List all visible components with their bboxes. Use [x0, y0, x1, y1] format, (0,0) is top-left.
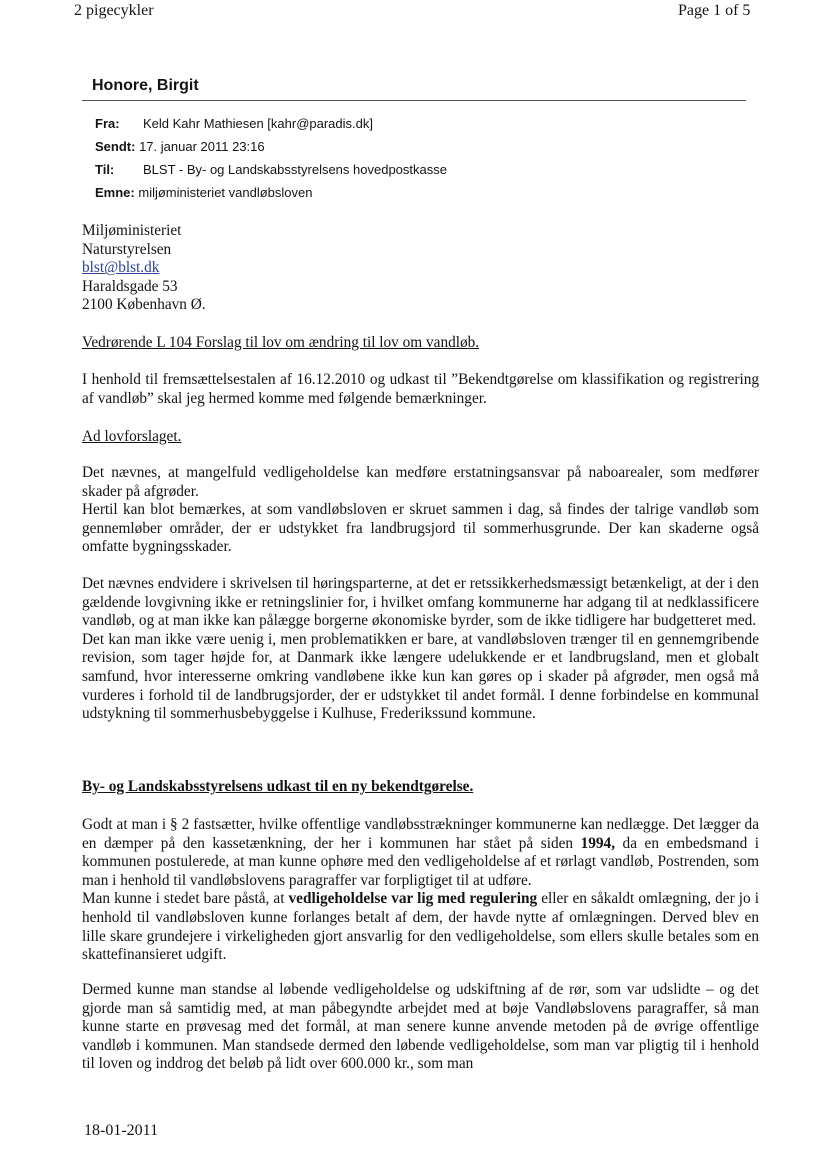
subject-row: [95, 185, 312, 200]
address-line-street: Haraldsgade 53: [82, 277, 178, 295]
paragraph-3: Det nævnes endvidere i skrivelsen til høringsparterne, at det er retssikkerhedsmæssigt betænkeligt, at der i den gældende lovgivning ikke er retningslinier for, i hvilket omfang kommunerne har adgang til at nedklassificere vandløb, og at man ikke kan pålægge borgerne økonomiske byrder, som de ikke tidligere har budgetteret med.: [82, 575, 759, 630]
paragraph-erstatningsansvar: [82, 464, 759, 557]
subject-value: miljøministeriet vandløbsloven: [138, 185, 313, 200]
paragraph-4: Det kan man ikke være uenig i, men problematikken er bare, at vandløbsloven trænger til en gennemgribende revision, som tager højde for, at Danmark ikke længere udelukkende er et landbrugsland, men et globalt samfund, hvor interesserne omkring vandløbene ikke kun kan gøres op i skader på afgrøder, men også må vurderes i forhold til de landbrugsjorder, der er udstykket til andet formål. I denne forbindelse en kommunal udstykning til sommerhusbebyggelse i Kulhuse, Frederikssund kommune.: [82, 630, 759, 723]
emphasis-vedligeholdelse: vedligeholdelse var lig med regulering: [288, 890, 538, 908]
recipient-address: [82, 222, 759, 315]
from-row: [95, 116, 373, 131]
paragraph-2: Hertil kan blot bemærkes, at som vandløbsloven er skruet sammen i dag, så findes der talrige vandløb som gennemløber områder, der er udstykket fra landbrugsjord til sommerhusgrunde. Der kan skaderne også omfatte bygningsskader.: [82, 501, 759, 556]
letter-subject-line: [82, 334, 759, 353]
address-line-ministry: Miljøministeriet: [82, 222, 182, 239]
subject-label: Emne:: [95, 185, 135, 200]
sent-label: Sendt:: [95, 139, 136, 154]
header-divider: [82, 100, 746, 101]
footer-date: 18-01-2011: [84, 1122, 159, 1139]
address-line-city: 2100 København Ø.: [82, 296, 206, 314]
letter-subject: Vedrørende L 104 Forslag til lov om ændring til lov om vandløb.: [82, 334, 480, 351]
section-heading-lovforslaget: Ad lovforslaget.: [82, 428, 182, 445]
page-number: Page 1 of 5: [678, 2, 751, 19]
address-email-link[interactable]: blst@blst.dk: [82, 259, 160, 277]
paragraph-7: Dermed kunne man standse al løbende vedligeholdelse og udskiftning af de rør, som var udslidte – og det gjorde man så samtidig med, at man påbegyndte arbejdet med at bøje Vandløbslovens paragraffer, så man kunne starte en prøvesag med det formål, at man senere kunne anvende metoden på de øvrige offentlige vandløb i kommunen. Man standsede dermed den løbende vedligeholdelse, som man var pligtig til i henhold til loven og inddrog det beløb på lidt over 600.000 kr., som man: [82, 981, 759, 1073]
from-label: Fra:: [95, 116, 120, 131]
sent-value: 17. januar 2011 23:16: [139, 139, 265, 154]
to-label: Til:: [95, 162, 115, 177]
section-heading-bekendtgorelse: By- og Landskabsstyrelsens udkast til en ny bekendtgørelse.: [82, 778, 474, 795]
sent-row: [95, 139, 265, 154]
intro-paragraph: I henhold til fremsættelsestalen af 16.12.2010 og udkast til ”Bekendtgørelse om klassifikation og registrering af vandløb” skal jeg hermed komme med følgende bemærkninger.: [82, 371, 759, 407]
to-value: BLST - By- og Landskabsstyrelsens hovedpostkasse: [143, 162, 447, 177]
paragraph-1: Det nævnes, at mangelfuld vedligeholdelse kan medføre erstatningsansvar på naboarealer, som medfører skader på afgrøder.: [82, 464, 759, 500]
from-value: Keld Kahr Mathiesen [kahr@paradis.dk]: [143, 116, 373, 131]
year-1994: 1994,: [580, 834, 616, 852]
paragraph-retssikkerhed: [82, 575, 759, 724]
page-header-left: 2 pigecykler: [74, 2, 154, 19]
to-row: [95, 162, 447, 177]
address-line-agency: Naturstyrelsen: [82, 240, 172, 258]
mailbox-owner-name: Honore, Birgit: [92, 77, 199, 94]
paragraph-6: Man kunne i stedet bare påstå, at vedligeholdelse var lig med regulering eller en såkaldt omlægning, der jo i henhold til vandløbsloven kunne forlanges betalt af dem, der havde nytte af omlægningen. Derved blev en lille skare grundejere i virkeligheden gjort ansvarlig for den vedligeholdelse, som ellers skulle betales som en skattefinansieret udgift.: [82, 890, 759, 964]
paragraph-5: Godt at man i § 2 fastsætter, hvilke offentlige vandløbsstrækninger kommunerne kan nedlægge. Det lægger da en dæmper på den kassetænkning, der her i kommunen har stået på siden 1994, da en embedsmand i kommunen postulerede, at man kunne ophøre med den vedligeholdelse af et rørlagt vandløb, Postrenden, som man i henhold til vandløbslovens paragraffer var forpligtiget til at udføre.: [82, 816, 760, 889]
paragraph-nedlaeggelse: [82, 816, 759, 965]
